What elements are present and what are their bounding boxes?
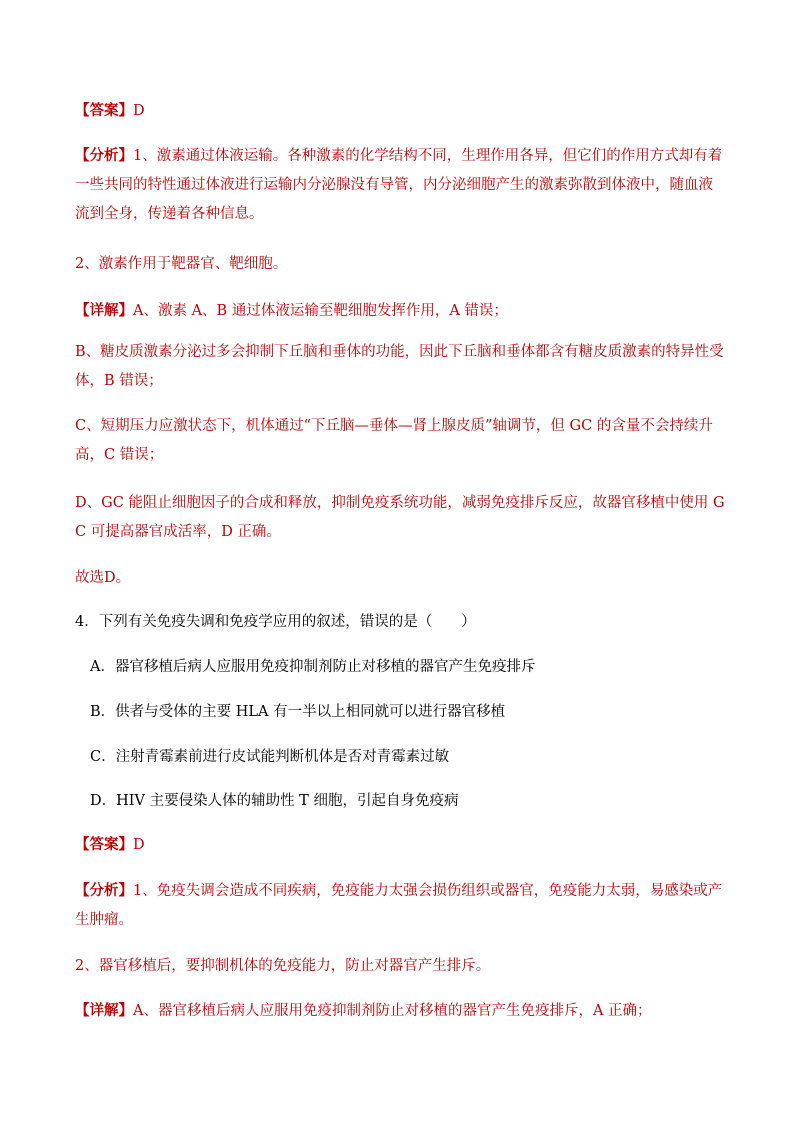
question-4-stem: 4．下列有关免疫失调和免疫学应用的叙述，错误的是（ ） <box>75 614 476 630</box>
analysis-tag-2: 【分析】 <box>75 882 133 899</box>
detail-para-b: B、糖皮质激素分泌过多会抑制下丘脑和垂体的功能，因此下丘脑和垂体都含有糖皮质激素的特异性受体，B 错误； <box>75 344 724 389</box>
analysis-para-2: 2、激素作用于靶器官、靶细胞。 <box>75 256 288 272</box>
detail-text-a-2: A、器官移植后病人应服用免疫抑制剂防止对移植的器官产生免疫排斥，A 正确； <box>133 1003 652 1019</box>
option-b: B．供者与受体的主要 HLA 有一半以上相同就可以进行器官移植 <box>90 704 506 720</box>
detail-para-d: D、GC 能阻止细胞因子的合成和释放，抑制免疫系统功能，减弱免疫排斥反应，故器官移植中使用 GC 可提高器官成活率，D 正确。 <box>75 495 725 540</box>
analysis-text-3: 1、免疫失调会造成不同疾病，免疫能力太强会损伤组织或器官，免疫能力太弱，易感染或产生肿瘤。 <box>75 883 723 928</box>
detail-para-a <box>75 296 725 326</box>
detail-tag-2: 【详解】 <box>75 1002 133 1019</box>
detail-tag: 【详解】 <box>75 302 133 319</box>
analysis-text-1: 1、激素通过体液运输。各种激素的化学结构不同，生理作用各异，但它们的作用方式却有着一些共同的特性通过体液进行运输内分泌腺没有导管，内分泌细胞产生的激素弥散到体液中，随血液流到全身，传递着各种信息。 <box>75 148 723 222</box>
option-a: A．器官移植后病人应服用免疫抑制剂防止对移植的器官产生免疫排斥 <box>90 659 536 675</box>
analysis-tag: 【分析】 <box>75 147 133 164</box>
detail-para-c: C、短期压力应激状态下，机体通过“下丘脑—垂体—肾上腺皮质”轴调节，但 GC 的含量不会持续升高，C 错误； <box>75 418 713 463</box>
conclusion: 故选D。 <box>75 570 131 586</box>
answer-tag-2: 【答案】 <box>75 836 133 853</box>
option-c: C．注射青霉素前进行皮试能判断机体是否对青霉素过敏 <box>90 749 450 765</box>
analysis-para-1 <box>75 141 725 229</box>
answer-tag: 【答案】 <box>75 102 133 119</box>
detail-para-a-2 <box>75 996 725 1026</box>
answer-line-2 <box>75 830 725 860</box>
analysis-para-3 <box>75 876 725 935</box>
option-d: D．HIV 主要侵染人体的辅助性 T 细胞，引起自身免疫病 <box>90 793 459 809</box>
answer-line-1 <box>75 96 725 126</box>
answer-value-2: D <box>133 837 145 853</box>
answer-value: D <box>133 103 145 119</box>
detail-text-a: A、激素 A、B 通过体液运输至靶细胞发挥作用，A 错误； <box>133 303 508 319</box>
analysis-para-4: 2、器官移植后，要抑制机体的免疫能力，防止对器官产生排斥。 <box>75 958 491 974</box>
